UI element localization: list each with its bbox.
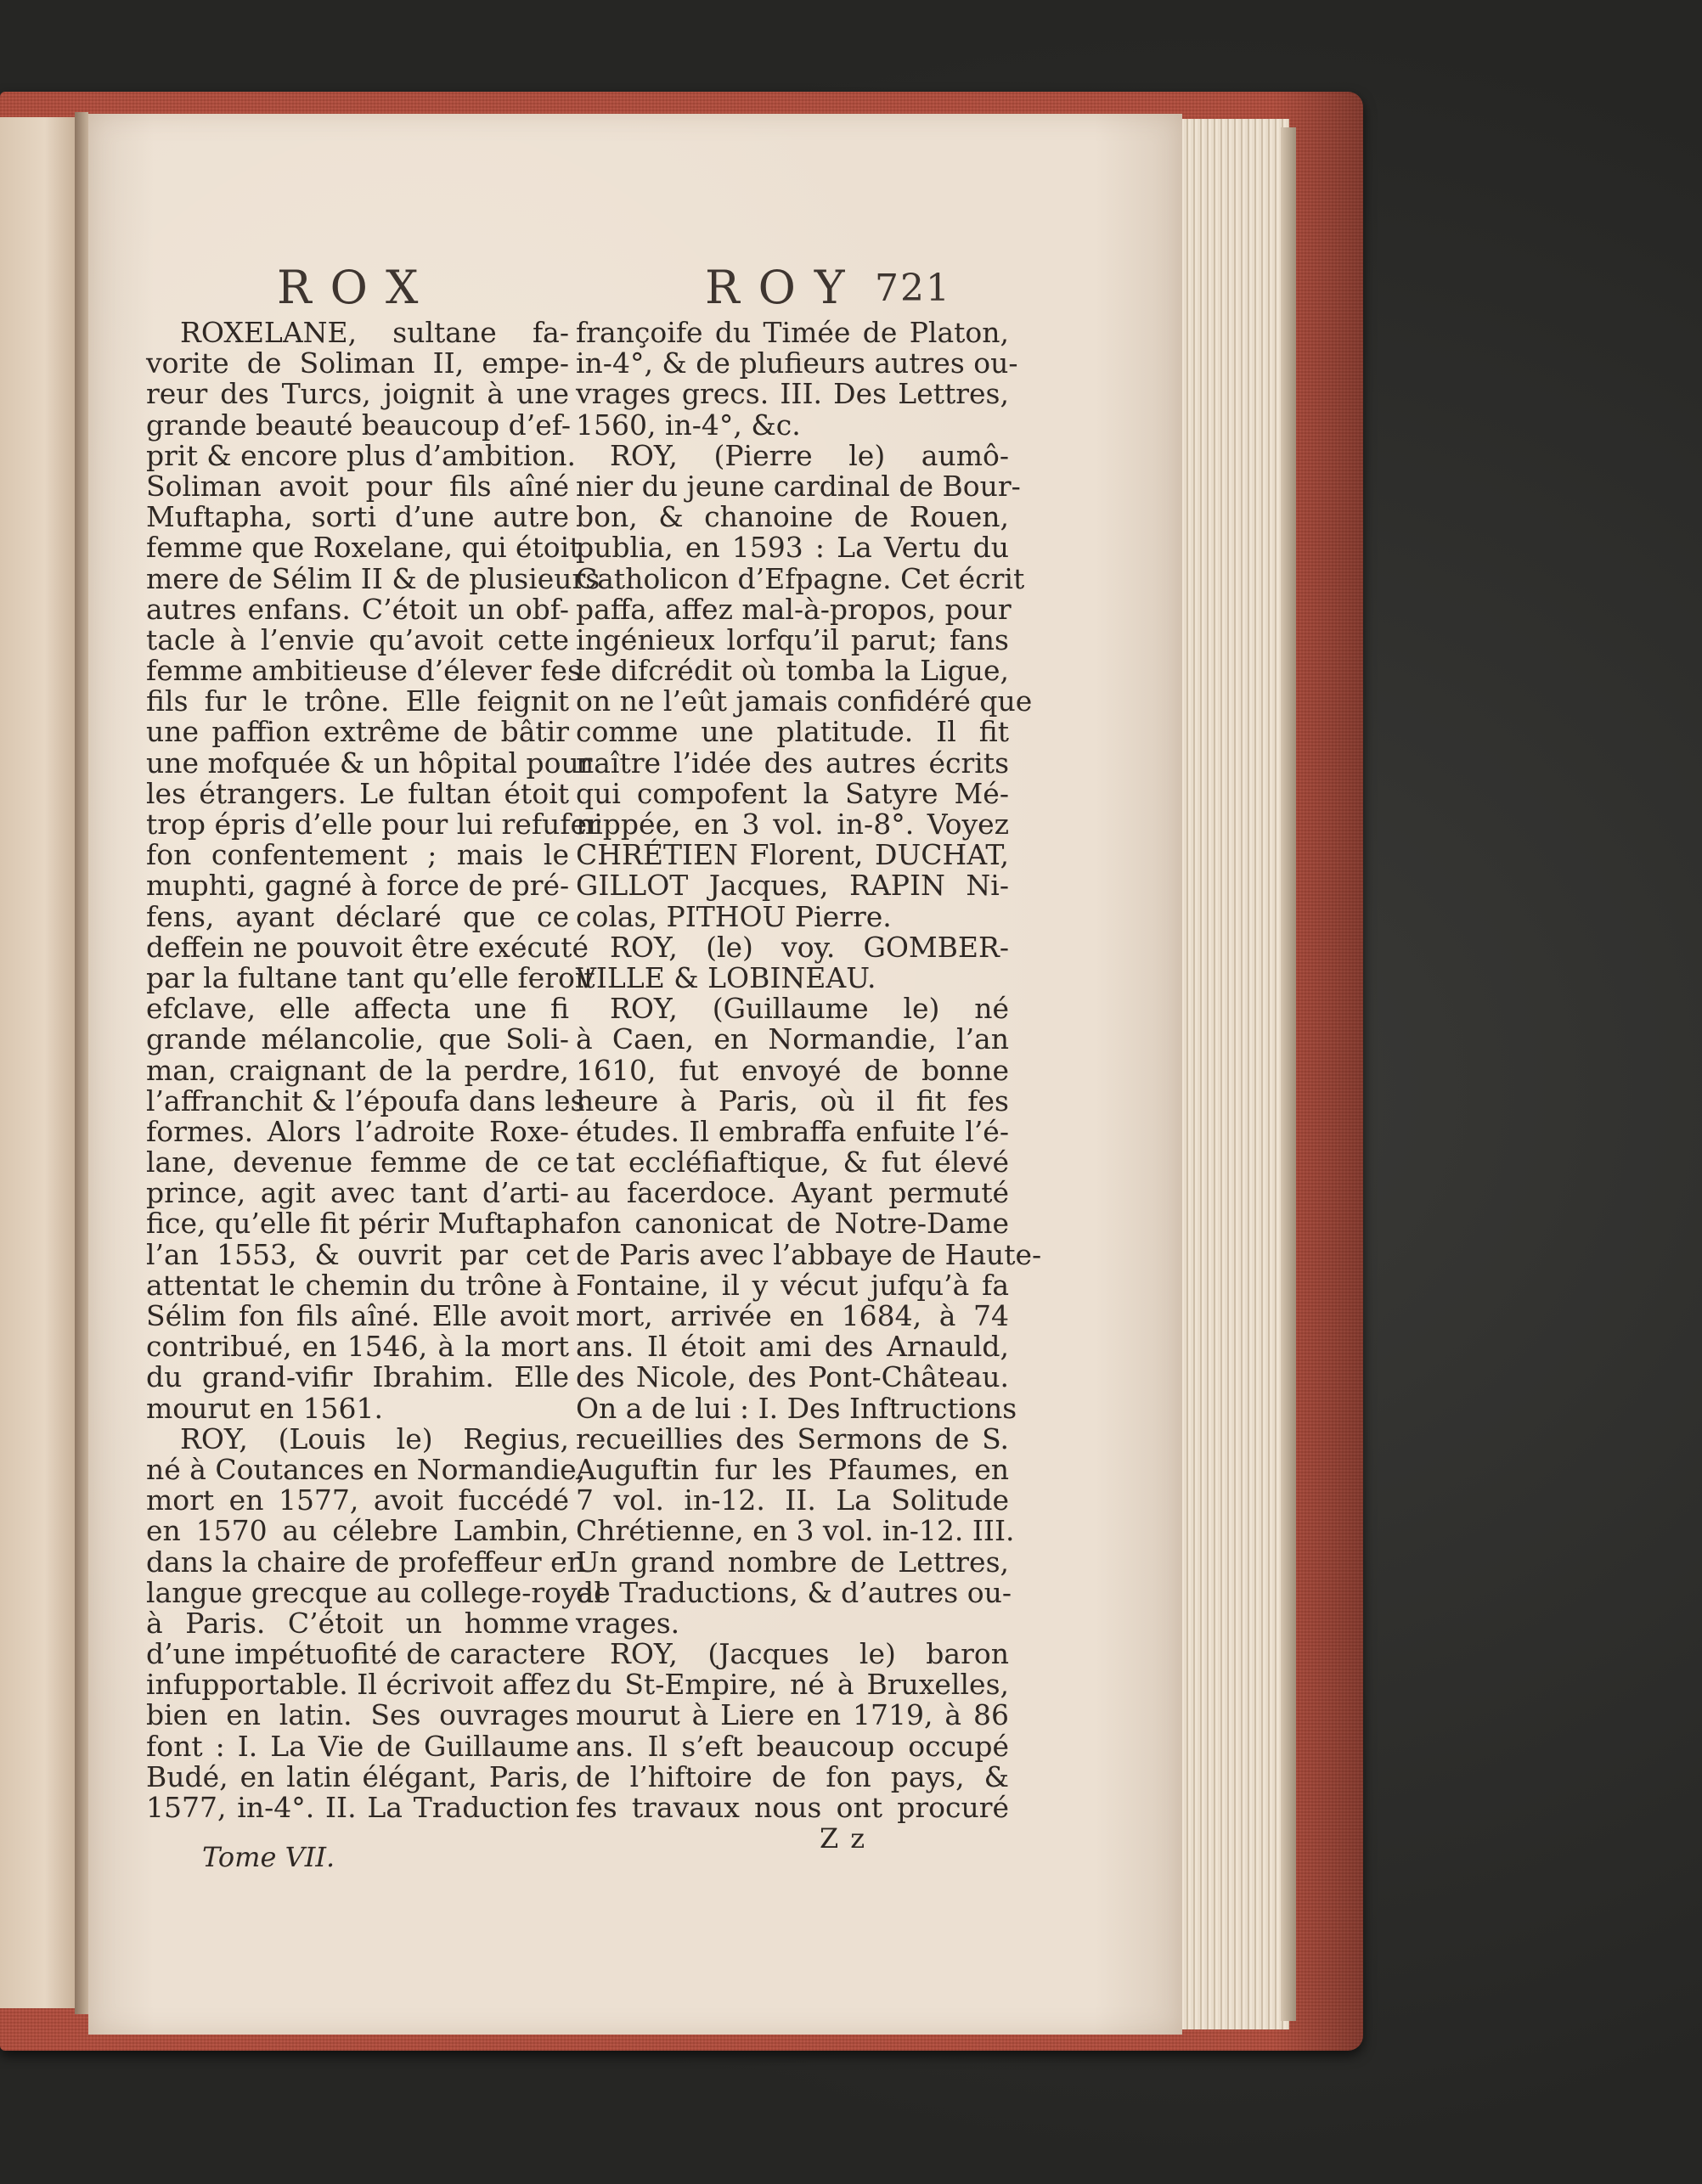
text-line: ROY, (Louis le) Regius,	[180, 1421, 569, 1455]
text-line: vrages.	[576, 1606, 680, 1640]
text-line: Auguftin fur les Pfaumes, en	[576, 1452, 1009, 1486]
text-line: ROY, (Guillaume le) né	[610, 992, 1009, 1026]
text-line: 1610, fut envoyé de bonne	[576, 1053, 1009, 1087]
text-line: publia, en 1593 : La Vertu du	[576, 531, 1009, 565]
text-line: ingénieux lorfqu’il parut; fans	[576, 622, 1009, 656]
text-line: comme une platitude. Il fit	[576, 715, 1009, 749]
text-line: du grand-vifir Ibrahim. Elle	[146, 1360, 569, 1394]
text-line: mort, arrivée en 1684, à 74	[576, 1299, 1009, 1332]
text-line: grande beauté beaucoup d’ef-	[146, 408, 571, 442]
text-line: formes. Alors l’adroite Roxe-	[146, 1114, 569, 1148]
text-line: ROXELANE, sultane fa-	[180, 316, 569, 349]
text-line: lane, devenue femme de ce	[146, 1145, 569, 1179]
text-line: prince, agit avec tant d’arti-	[146, 1176, 569, 1210]
text-line: au facerdoce. Ayant permuté	[576, 1176, 1009, 1210]
text-line: du St-Empire, né à Bruxelles,	[576, 1668, 1009, 1702]
text-line: paffa, affez mal-à-propos, pour	[576, 592, 1012, 626]
text-line: femme ambitieuse d’élever fes	[146, 654, 582, 688]
text-line: grande mélancolie, que Soli-	[146, 1022, 569, 1056]
text-line: nippée, en 3 vol. in-8°. Voyez	[576, 808, 1009, 841]
text-line: de Paris avec l’abbaye de Haute-	[576, 1237, 1042, 1271]
text-column-left	[146, 316, 603, 1824]
text-line: Chrétienne, en 3 vol. in-12. III.	[576, 1514, 1015, 1548]
text-line: l’affranchit & l’époufa dans les	[146, 1084, 585, 1117]
text-line: 1577, in-4°. II. La Traduction	[146, 1791, 569, 1824]
text-line: langue grecque au college-royal	[146, 1575, 603, 1609]
text-line: fon canonicat de Notre-Dame	[576, 1207, 1009, 1241]
text-line: ans. Il étoit ami des Arnauld,	[576, 1330, 1009, 1364]
text-line: d’une impétuofité de caractere	[146, 1637, 586, 1671]
text-line: l’an 1553, & ouvrit par cet	[146, 1237, 569, 1271]
previous-page-edge	[0, 117, 75, 2008]
signature-volume: Tome VII.	[202, 1841, 335, 1873]
text-line: on ne l’eût jamais confidéré que	[576, 684, 1033, 718]
text-line: de Traductions, & d’autres ou-	[576, 1575, 1012, 1609]
text-line: mourut à Liere en 1719, à 86	[576, 1698, 1009, 1732]
text-line: man, craignant de la perdre,	[146, 1053, 569, 1087]
text-line: fes travaux nous ont procuré	[576, 1791, 1009, 1824]
text-line: une paffion extrême de bâtir	[146, 715, 569, 749]
page-edges-shadow	[1281, 127, 1296, 2021]
text-line: infupportable. Il écrivoit affez	[146, 1668, 571, 1702]
text-line: tacle à l’envie qu’avoit cette	[146, 622, 569, 656]
text-line: ROY, (Pierre le) aumô-	[610, 438, 1009, 472]
text-line: colas, PITHOU Pierre.	[576, 899, 892, 933]
text-line: trop épris d’elle pour lui refufer	[146, 808, 600, 841]
text-line: à Paris. C’étoit un homme	[146, 1606, 569, 1640]
text-line: ROY, (le) voy. GOMBER-	[610, 930, 1009, 964]
text-line: reur des Turcs, joignit à une	[146, 377, 569, 411]
text-line: VILLE & LOBINEAU.	[576, 960, 876, 994]
text-line: de l’hiftoire de fon pays, &	[576, 1759, 1009, 1793]
text-line: muphti, gagné à force de pré-	[146, 869, 570, 903]
text-line: femme que Roxelane, qui étoit	[146, 531, 581, 565]
text-line: ROY, (Jacques le) baron	[610, 1637, 1009, 1671]
text-line: à Caen, en Normandie, l’an	[576, 1022, 1009, 1056]
text-line: 1560, in-4°, &c.	[576, 408, 801, 442]
text-line: naître l’idée des autres écrits	[576, 746, 1009, 780]
text-line: fice, qu’elle fit périr Muftapha	[146, 1207, 576, 1241]
text-line: dans la chaire de profeffeur en	[146, 1545, 585, 1579]
text-line: mort en 1577, avoit fuccédé	[146, 1483, 569, 1517]
text-line: fon confentement ; mais le	[146, 838, 569, 872]
text-column-right	[576, 316, 1042, 1824]
text-line: Budé, en latin élégant, Paris,	[146, 1759, 569, 1793]
text-line: tat eccléfiaftique, & fut élevé	[576, 1145, 1009, 1179]
text-line: le difcrédit où tomba la Ligue,	[576, 654, 1009, 688]
text-line: Sélim fon fils aîné. Elle avoit	[146, 1299, 569, 1332]
text-line: par la fultane tant qu’elle feroit	[146, 960, 595, 994]
text-line: ans. Il s’eft beaucoup occupé	[576, 1729, 1009, 1763]
text-line: 7 vol. in-12. II. La Solitude	[576, 1483, 1009, 1517]
running-header-left: ROX	[277, 261, 437, 314]
text-line: Fontaine, il y vécut jufqu’à fa	[576, 1268, 1009, 1302]
text-line: heure à Paris, où il fit fes	[576, 1084, 1009, 1117]
text-line: Soliman avoit pour fils aîné	[146, 469, 569, 503]
text-line: autres enfans. C’étoit un obf-	[146, 592, 569, 626]
text-line: les étrangers. Le fultan étoit	[146, 776, 569, 810]
text-line: nier du jeune cardinal de Bour-	[576, 469, 1021, 503]
text-line: mourut en 1561.	[146, 1391, 383, 1425]
text-line: en 1570 au célebre Lambin,	[146, 1514, 569, 1548]
running-header-right: ROY	[705, 261, 864, 314]
text-line: vorite de Soliman II, empe-	[146, 346, 569, 380]
text-line: deffein ne pouvoit être exécuté	[146, 930, 589, 964]
text-line: des Nicole, des Pont-Château.	[576, 1360, 1009, 1394]
text-line: bon, & chanoine de Rouen,	[576, 500, 1009, 534]
text-line: qui compofent la Satyre Mé-	[576, 776, 1009, 810]
text-line: in-4°, & de plufieurs autres ou-	[576, 346, 1018, 380]
text-line: françoife du Timée de Platon,	[576, 316, 1009, 349]
text-line: fils fur le trône. Elle feignit	[146, 684, 569, 718]
page-number: 721	[875, 267, 951, 310]
text-line: prit & encore plus d’ambition.	[146, 438, 577, 472]
text-line: vrages grecs. III. Des Lettres,	[576, 377, 1009, 411]
text-line: attentat le chemin du trône à	[146, 1268, 569, 1302]
text-line: Un grand nombre de Lettres,	[576, 1545, 1009, 1579]
book-gutter	[75, 112, 88, 2014]
text-line: Muftapha, sorti d’une autre	[146, 500, 569, 534]
text-line: On a de lui : I. Des Inftructions	[576, 1391, 1017, 1425]
page-edges	[1170, 119, 1289, 2029]
text-line: font : I. La Vie de Guillaume	[146, 1729, 569, 1763]
text-line: Catholicon d’Efpagne. Cet écrit	[576, 561, 1025, 595]
text-line: études. Il embraffa enfuite l’é-	[576, 1114, 1009, 1148]
text-line: GILLOT Jacques, RAPIN Ni-	[576, 869, 1009, 903]
text-line: né à Coutances en Normandie,	[146, 1452, 586, 1486]
signature-mark: Zz	[820, 1822, 877, 1855]
text-line: contribué, en 1546, à la mort	[146, 1330, 569, 1364]
text-line: fens, ayant déclaré que ce	[146, 899, 569, 933]
text-line: recueillies des Sermons de S.	[576, 1421, 1009, 1455]
text-line: bien en latin. Ses ouvrages	[146, 1698, 569, 1732]
text-line: efclave, elle affecta une fi	[146, 992, 569, 1026]
text-line: CHRÉTIEN Florent, DUCHAT,	[576, 838, 1009, 872]
text-line: mere de Sélim II & de plusieurs	[146, 561, 600, 595]
text-line: une mofquée & un hôpital pour	[146, 746, 593, 780]
